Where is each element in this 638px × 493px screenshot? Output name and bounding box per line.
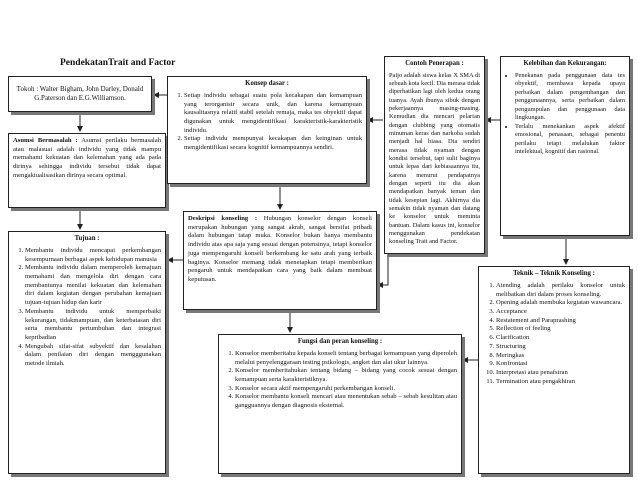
teknik-item: 3. Acceptance: [496, 308, 625, 317]
tujuan-item: 3. Membantu individu untuk memperbaiki kekurangan, tidakmampuan, dan keterbatasan diri serta membantu pertumbuhan dan integrasi kepribadian: [25, 308, 161, 343]
tujuan-list: [13, 247, 161, 369]
tokoh-text: Tokoh : Walter Bigham, John Darley, Donald G.Paterson dan E.G.Williamson.: [16, 84, 144, 102]
teknik-item: 11. Termination atau pengakhiran: [496, 378, 625, 387]
deskripsi-label: Deskripsi konseling :: [188, 215, 258, 222]
tujuan-box: [8, 231, 166, 474]
tujuan-item: 4. Mengubah sifat-sifat subyektif dan kesalahan dalam penilaian diri dengan mengggunakan metode ilmiah.: [25, 343, 161, 369]
kelebihan-list: [505, 72, 625, 157]
contoh-text: Paijo adalah siswa kelas X SMA di sebuah kota kecil. Dia merasa tidak diperhatikan lagi oleh kedua orang tuanya. Ayah ibunya sibuk dengan pekerjaannya masing-masing. Kemudian dia mencari pelarian dengan clubbing yang otomatis minuman keras dan narkoba sudah menjadi hal biasa. Dia sendiri merasa tidak nyaman dengan kondisi tersebut, tapi sulit baginya untuk lepas dari kebiasaannya itu, karena menurut pendapatnya dengan seperti itu dia akan mendapatkan banyak teman dan tidak kesepian lagi. Akhirnya dia semakin tidak nyaman dan datang ke konselor untuk meminta bantuan. Dalam kasus ini, konselor menggunakan pendekatan konseling Trait and Factor.: [389, 71, 480, 246]
fungsi-list: [223, 350, 457, 411]
tujuan-item: 1. Membantu individu mencapai perkembangan kesempurnaan berbagai aspek kehidupan manusia: [25, 247, 161, 264]
tujuan-heading: Tujuan :: [74, 235, 100, 242]
deskripsi-text: Hubungan konselor dengan konseli merupakan hubungan yang sangat akrab, sangat bersifat pribadi dalam hubungan tatap muka. Konselor bukan hanya membantu individu atas apa saja yang sesuai dengan potensinya, tetapi konselor juga mempengaruhi konseli berkembang ke satu arah yang terbaik baginya. Konselor memang tidak menetapkan tetapi memberikan pengaruh untuk mendapatkan cara yang baik dalam membuat keputusan.: [188, 215, 372, 283]
fungsi-heading: Fungsi dan peran konseling :: [297, 338, 383, 345]
kelebihan-heading: Kelebihan dan Kekurangan:: [523, 60, 607, 67]
asumsi-label: Asumsi Bermasalah :: [13, 137, 78, 144]
teknik-item: 2. Opening adalah membuka kegiatan wawancara.: [496, 299, 625, 308]
teknik-item: 4. Restatement and Paraprashing: [496, 317, 625, 326]
teknik-item: 5. Reflection of feeling: [496, 325, 625, 334]
teknik-heading: Teknik – Teknik Konseling :: [513, 270, 595, 277]
fungsi-item: 3. Konselor secara aktif mempengaruhi perkembangan konseli.: [235, 385, 457, 394]
teknik-item: 9. Konfrontasi: [496, 360, 625, 369]
konsep-box: [167, 76, 367, 184]
asumsi-text: Asumsi perilaku bermasalah atau malasuai adalah individu yang tidak mampu memahami kekuatan dan kelemahan yang ada pada dirinya sehingga individu tersebut tidak dapat mengaktualisasikan dirinya secara optimal.: [13, 137, 161, 179]
kelebihan-item: • Terlalu menekankan aspek afektif emosional, penasaan, sebagai penentu perilaku tetapi melalukan faktor intelektual, kognitif dan rasional.: [515, 123, 625, 157]
konsep-heading: Konsep dasar :: [245, 80, 289, 87]
contoh-box: [384, 56, 485, 254]
konsep-list: [172, 92, 362, 153]
fungsi-box: [218, 334, 462, 474]
konsep-item: 1. Setiap individu sebagai suatu pola kecakapan dan kemampuan yang terorganisir secara unik, dan karena kemampuan kausalitasnya relatif stabil setelah remaja, maka tes obyektif dapat digunakan untuk mengidentifikasi karakteristik-karakteristik individu.: [184, 92, 362, 136]
asumsi-box: [8, 133, 166, 208]
contoh-heading: Contoh Penerapan :: [405, 60, 464, 67]
konsep-item: 2. Setiap individu mempunyai kecakapan dan keinginan untuk mengidentifikasi secara kognitif kemampuannya sendiri.: [184, 135, 362, 152]
kelebihan-item: • Penekanan pada penggunaan data tes obyektif, membawa kepada upaya perbaikan dalam pengembangan dan penggunaannya, serta perbaikan dalam pengumpulan dan penggunaan data lingkungan.: [515, 72, 625, 123]
teknik-item: 1. Atending adalah perilaku konselor untuk melibatkan diri dalam proses konseling.: [496, 282, 625, 299]
deskripsi-box: [183, 211, 377, 310]
fungsi-item: 4. Konselor membantu konseli mencari atau menentukan sebab – sebab kesulitan atau gangguannya dengan diagnosis eksternal.: [235, 393, 457, 410]
tujuan-item: 2. Membantu individu dalam memperoleh kemajuan memahami dan mengelola diri dengan cara membantunya menilai kekuatan dan kelemahan diri dalam kegiatan dengan perubahan kemajuan tujuan-tujuan hidup dan karir: [25, 264, 161, 308]
teknik-box: [478, 266, 630, 474]
diagram-title: PendekatanTrait and Factor: [60, 58, 176, 68]
kelebihan-box: [500, 56, 630, 236]
fungsi-item: 1. Konselor memberitahu kepada konseli tentang berbagai kemampuan yang diperoleh melalui penyelenggaraan testing psikologis, angket dan alat ukur lainnya.: [235, 350, 457, 367]
teknik-item: 8. Meringkas: [496, 352, 625, 361]
teknik-item: 6. Clarification: [496, 334, 625, 343]
fungsi-item: 2. Konselor memberitahukan tentang bidang – bidang yang cocok sesuai dengan kemampuan serta karakteristiknya.: [235, 367, 457, 384]
tokoh-box: [8, 76, 152, 112]
arrow-contoh-deskripsi: [378, 255, 388, 285]
teknik-list: [483, 282, 625, 386]
teknik-item: 10. Interpretasi atau penafsiran: [496, 369, 625, 378]
teknik-item: 7. Structuring: [496, 343, 625, 352]
